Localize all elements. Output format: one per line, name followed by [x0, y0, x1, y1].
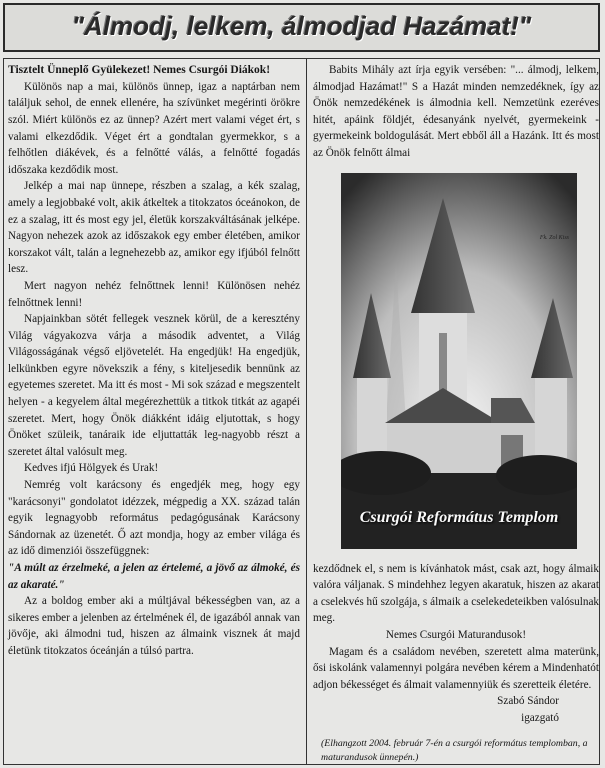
left-column — [8, 62, 300, 660]
paragraph: kezdődnek el, s nem is kívánhatok mást, csak azt, hogy álmaik valóra váljanak. S mindehhez legyen akaratuk, hiszen az akarat a cselekvés hű szolgája, s álmaik a cselekedeteikben valósulnak meg. — [313, 562, 599, 625]
paragraph: Mert nagyon nehéz felnőttnek lenni! Különösen nehéz felnőttnek lenni! — [8, 279, 300, 309]
banner — [3, 3, 600, 52]
paragraph: Az a boldog ember aki a múltjával békességben van, az a sikeres ember a jelenben az értelmének él, de igazából annak van jövője, aki álmodni tud, hiszen az álmaink visznek át majd életünk titokzatos óceánján a túlsó partra. — [8, 595, 300, 657]
footnote: (Elhangzott 2004. február 7-én a csurgói református templomban, a maturandusok ünnepén.) — [321, 737, 588, 763]
paragraph: Különös nap a mai, különös ünnep, igaz a naptárban nem találjuk sehol, de ennek ellenére, ha szívünket megérinti örökre szól. Miért különös ez az ünnep? Azért mert valami véget ért, s valami elkezdődik. Véget ért a gondtalan gyermekkor, s a felhőtlen diákévek, és a felnőtté válás, a felnőtté fogadás időszaka kezdődik most. — [8, 80, 300, 176]
signature-name: Szabó Sándor — [497, 695, 559, 708]
photo-caption: Csurgói Református Templom — [359, 508, 559, 526]
banner-title: "Álmodj, lelkem, álmodjad Hazámat!" — [71, 11, 532, 41]
address-line: Nemes Csurgói Maturandusok! — [385, 628, 527, 641]
paragraph: Babits Mihály azt írja egyik versében: "... álmodj, lelkem, álmodjad Hazámat!" S a Hazát minden nemzedéknek, így az Önök nemzedékének is álmodnia kell. Nemzetünk ezeréves hitét, apáink földjét, édesanyánk nyelvét, gyermekeink - gyermekeink boldogulását. Mert ebből áll a Hazánk. Itt és most az Önök felnőtt álmai — [313, 64, 599, 159]
signature-role: igazgató — [521, 711, 559, 724]
right-column — [313, 62, 599, 765]
church-image — [341, 173, 577, 549]
paragraph: Kedves ifjú Hölgyek és Urak! — [24, 462, 159, 475]
column-divider — [306, 58, 307, 765]
paragraph: Nemrég volt karácsony és engedjék meg, hogy egy "karácsonyi" gondolatot idézzek, mégpedig a XX. század talán egyik legnagyobb református pedagógusának Karácsony Sándornak az üzenetét. Ő azt mondja, hogy az ember világa és az idő dimenziói összefüggnek: — [8, 479, 300, 558]
paragraph: Jelkép a mai nap ünnepe, részben a szalag, a kék szalag, amely a legjobbaké volt, akik átkeltek a titokzatos óceánokon, de ez a szalag, itt és most egy jel, életük korszakváltásának jelképe. Nagyon nehezek azok az időszakok egy ember életében, amikor korszakot vált, talán a legnehezebb az, amikor egy ifjúból felnőtt lesz. — [8, 180, 300, 276]
paragraph: Napjainkban sötét fellegek vesznek körül, de a keresztény Világ vágyakozva várja a második adventet, a Világ Világosságának végső eljövetelét. Ha engedjük! Ha engedjük, lelkünkben egyre növekszik a fény, s kiteljesedik bennünk az egyetemes szeretet. Ma itt és most - Mi sok század e megszentelt helyen - a kegyelem által megérezhettük a titkok titkát az agapéi szeretet. Mert, hogy Önök diákként idáig eljutottak, s hogy Önöket szüleik, tanáraik ide eljuttatták leg-nagyobb részt a szeretet által valósult meg. — [8, 313, 300, 458]
church-photo — [341, 173, 577, 549]
quote-paragraph: "A múlt az érzelmeké, a jelen az értelemé, a jövő az álmoké, és az akaraté." — [8, 562, 300, 591]
paragraph: Magam és a családom nevében, szeretett alma materünk, ősi iskolánk valamennyi polgára nevében kérem a Mindenhatót adjon békességet és álmait valamennyiük és szeretteik életére. — [313, 645, 599, 691]
photo-credit: Fk. Zol Kiss — [539, 234, 569, 241]
greeting-paragraph: Tisztelt Ünneplő Gyülekezet! Nemes Csurgói Diákok! — [8, 64, 271, 76]
